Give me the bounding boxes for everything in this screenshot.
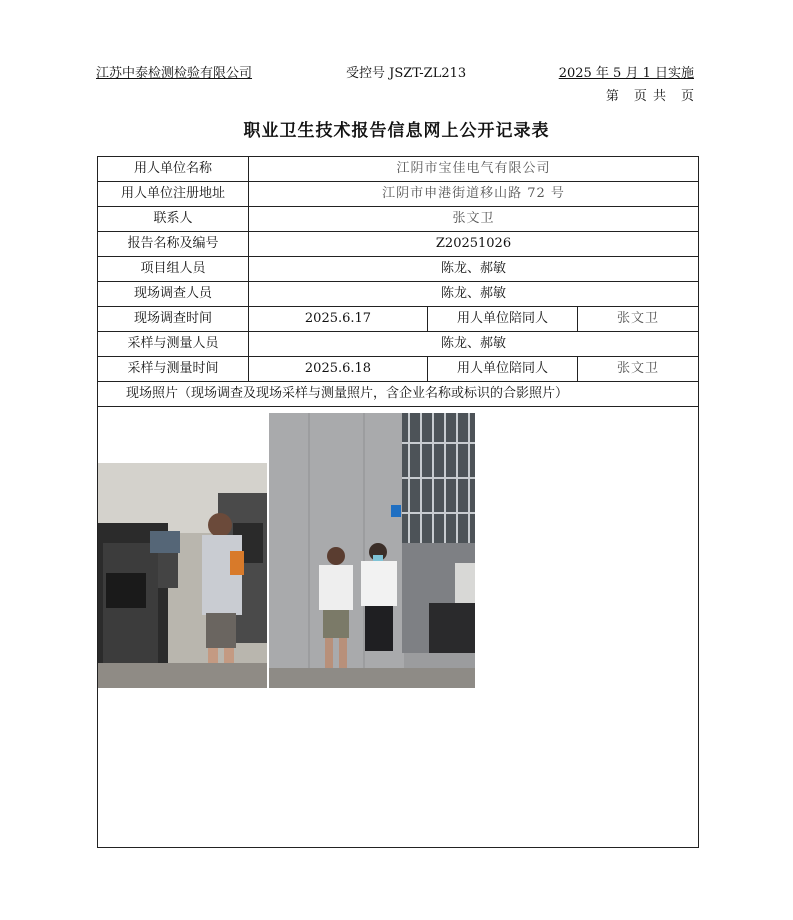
table-row [98,207,699,232]
field-label: 用人单位名称 [98,157,249,182]
gate-photo [269,413,475,688]
photos-area [98,407,698,847]
field-label: 采样与测量人员 [98,332,249,357]
table-row [98,357,699,382]
company-name: 江苏中泰检测检验有限公司 [96,66,253,81]
table-row [98,282,699,307]
table-row [98,407,699,848]
sampling-staff-value: 陈龙、郝敏 [249,332,699,357]
table-row [98,157,699,182]
contact-value: 张文卫 [249,207,699,232]
table-row [98,307,699,332]
field-label: 用人单位陪同人 [428,307,578,332]
table-row [98,382,699,407]
workshop-photo [98,463,267,688]
control-number: 受控号 JSZT-ZL213 [346,66,467,81]
field-label: 采样与测量时间 [98,357,249,382]
gate-photo-image [269,413,475,688]
page-title: 职业卫生技术报告信息网上公开记录表 [243,121,550,141]
field-label: 用人单位陪同人 [428,357,578,382]
survey-companion-value: 张文卫 [578,307,699,332]
photos-cell [98,407,699,848]
table-row [98,257,699,282]
photos-heading: 现场照片（现场调查及现场采样与测量照片，含企业名称或标识的合影照片） [98,382,699,407]
table-row [98,182,699,207]
field-label: 联系人 [98,207,249,232]
table-row [98,232,699,257]
workshop-photo-image [98,463,267,688]
survey-staff-value: 陈龙、郝敏 [249,282,699,307]
field-label: 现场调查人员 [98,282,249,307]
record-table [97,156,699,848]
team-value: 陈龙、郝敏 [249,257,699,282]
sampling-companion-value: 张文卫 [578,357,699,382]
unit-name-value: 江阴市宝佳电气有限公司 [249,157,699,182]
report-value: Z20251026 [249,232,699,257]
page-header [96,62,694,82]
table-row [98,332,699,357]
effective-date: 2025 年 5 月 1 日实施 [558,66,694,81]
field-label: 现场调查时间 [98,307,249,332]
page-info: 第 页 共 页 [605,89,695,104]
field-label: 用人单位注册地址 [98,182,249,207]
unit-address-value: 江阴市申港街道移山路 72 号 [249,182,699,207]
field-label: 项目组人员 [98,257,249,282]
sampling-time-value: 2025.6.18 [249,357,428,382]
survey-time-value: 2025.6.17 [249,307,428,332]
field-label: 报告名称及编号 [98,232,249,257]
